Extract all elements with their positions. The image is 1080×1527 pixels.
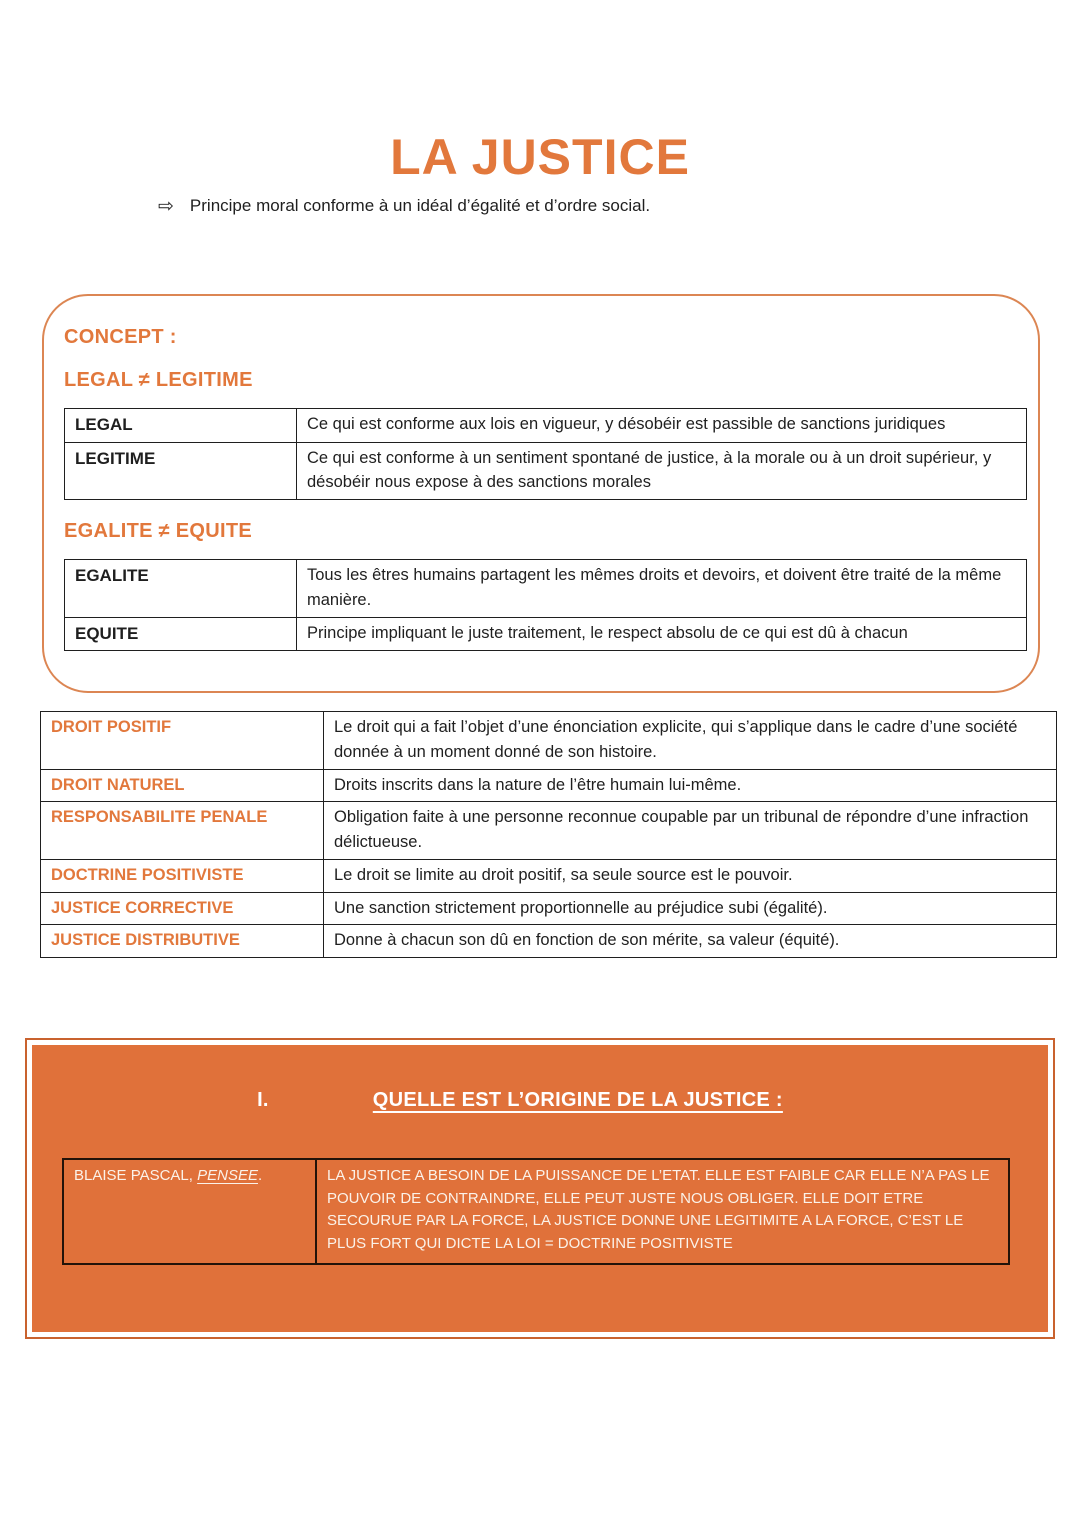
definition-cell: Ce qui est conforme aux lois en vigueur, y désobéir est passible de sanctions juridiques	[297, 409, 1027, 443]
egalite-vs-equite-heading: EGALITE ≠ EQUITE	[64, 520, 253, 542]
arrow-bullet-icon: ⇨	[158, 195, 174, 217]
definition-cell: Obligation faite à une personne reconnue coupable par un tribunal de répondre d’une infraction délictueuse.	[324, 802, 1057, 860]
concept-heading: CONCEPT :	[64, 326, 177, 348]
term-cell: RESPONSABILITE PENALE	[41, 802, 324, 860]
term-cell: DROIT NATUREL	[41, 769, 324, 802]
table-row	[41, 712, 1057, 770]
page-title: LA JUSTICE	[390, 129, 690, 185]
term-cell: LEGITIME	[65, 442, 297, 500]
definition-cell: Principe impliquant le juste traitement, le respect absolu de ce qui est dû à chacun	[297, 617, 1027, 651]
term-cell: DOCTRINE POSITIVISTE	[41, 859, 324, 892]
definition-cell: Une sanction strictement proportionnelle au préjudice subi (égalité).	[324, 892, 1057, 925]
subtitle-text: Principe moral conforme à un idéal d’égalité et d’ordre social.	[189, 196, 651, 215]
definition-cell: Ce qui est conforme à un sentiment spontané de justice, à la morale ou à un droit supérieur, y désobéir nous expose à des sanctions morales	[297, 442, 1027, 500]
table-row	[65, 617, 1027, 651]
origin-section-box	[25, 1038, 1055, 1339]
table-row	[63, 1159, 1009, 1264]
pascal-quote-table	[62, 1158, 1010, 1265]
term-cell: JUSTICE CORRECTIVE	[41, 892, 324, 925]
table-row	[41, 802, 1057, 860]
author-suffix: .	[257, 1167, 263, 1184]
term-cell: EGALITE	[65, 560, 297, 618]
table-row	[41, 859, 1057, 892]
definition-cell: Le droit qui a fait l’objet d’une énonciation explicite, qui s’applique dans le cadre d’une société donnée à un moment donné de son histoire.	[324, 712, 1057, 770]
origin-section-fill	[32, 1045, 1048, 1332]
term-cell: JUSTICE DISTRIBUTIVE	[41, 925, 324, 958]
definition-cell: Donne à chacun son dû en fonction de son mérite, sa valeur (équité).	[324, 925, 1057, 958]
author-prefix: BLAISE PASCAL,	[74, 1167, 198, 1184]
glossary-table	[40, 711, 1057, 958]
section-numeral: I.	[257, 1089, 269, 1111]
term-cell: DROIT POSITIF	[41, 712, 324, 770]
table-row	[41, 925, 1057, 958]
section-heading	[32, 1089, 1048, 1112]
author-cell	[63, 1159, 316, 1264]
table-row	[65, 442, 1027, 500]
table-row	[65, 409, 1027, 443]
table-row	[65, 560, 1027, 618]
term-cell: EQUITE	[65, 617, 297, 651]
work-title: PENSEE	[197, 1167, 258, 1184]
egalite-equite-table	[64, 559, 1027, 651]
subtitle	[158, 196, 1080, 216]
definition-cell: Tous les êtres humains partagent les mêmes droits et devoirs, et doivent être traité de la même manière.	[297, 560, 1027, 618]
legal-legitime-table	[64, 408, 1027, 500]
quote-cell: LA JUSTICE A BESOIN DE LA PUISSANCE DE L’ETAT. ELLE EST FAIBLE CAR ELLE N’A PAS LE POUVOIR DE CONTRAINDRE, ELLE PEUT JUSTE NOUS OBLIGER. ELLE DOIT ETRE SECOURUE PAR LA FORCE, LA JUSTICE DONNE UNE LEGITIMITE A LA FORCE, C’EST LE PLUS FORT QUI DICTE LA LOI = DOCTRINE POSITIVISTE	[316, 1159, 1009, 1264]
table-row	[41, 769, 1057, 802]
concept-box	[42, 294, 1040, 693]
table-row	[41, 892, 1057, 925]
definition-cell: Droits inscrits dans la nature de l’être humain lui-même.	[324, 769, 1057, 802]
legal-vs-legitime-heading: LEGAL ≠ LEGITIME	[64, 369, 253, 391]
section-heading-text: QUELLE EST L’ORIGINE DE LA JUSTICE :	[372, 1089, 783, 1111]
term-cell: LEGAL	[65, 409, 297, 443]
definition-cell: Le droit se limite au droit positif, sa seule source est le pouvoir.	[324, 859, 1057, 892]
